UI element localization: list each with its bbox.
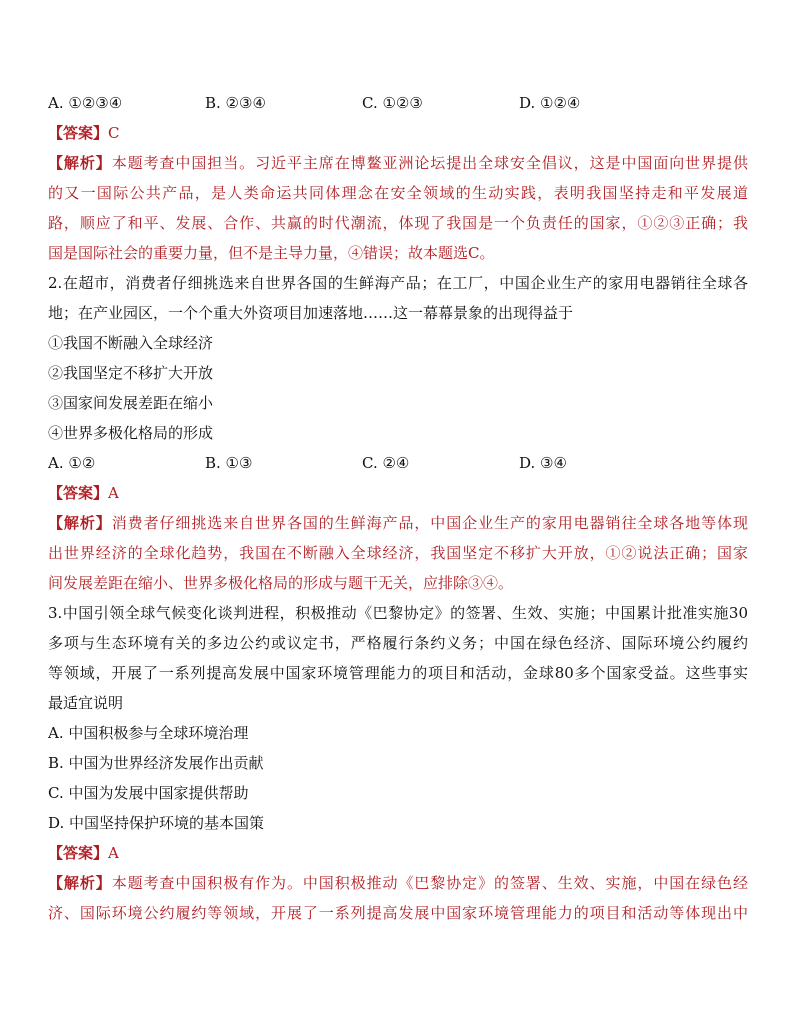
q2-answer-value: A <box>108 484 119 502</box>
q1-answer-label: 【答案】 <box>48 124 109 142</box>
q2-option-a: A. ①② <box>48 454 96 472</box>
q2-option-d: D. ③④ <box>519 454 567 472</box>
q3-analysis-line: 济、国际环境公约履约等领域，开展了一系列提高发展中国家环境管理能力的项目和活动等体现出中 <box>48 904 748 922</box>
q3-option-a: A. 中国积极参与全球环境治理 <box>48 724 249 742</box>
q2-stem-line: 地；在产业园区，一个个重大外资项目加速落地……这一幕幕景象的出现得益于 <box>48 304 574 322</box>
q2-analysis-label: 【解析】 <box>48 514 112 532</box>
q3-stem-line: 多项与生态环境有关的多边公约或议定书，严格履行条约义务；中国在绿色经济、国际环境公约履约 <box>48 634 748 652</box>
q1-answer-value: C <box>108 124 120 142</box>
q1-analysis <box>48 148 748 268</box>
q2-analysis <box>48 508 748 598</box>
q2-statement: ②我国坚定不移扩大开放 <box>48 364 214 382</box>
q1-option-d: D. ①②④ <box>519 94 581 112</box>
q3-option-d: D. 中国坚持保护环境的基本国策 <box>48 814 265 832</box>
q3-stem-line: 等领域，开展了一系列提高发展中国家环境管理能力的项目和活动，金球80多个国家受益。这些事实 <box>48 664 748 682</box>
q2-statement: ③国家间发展差距在缩小 <box>48 394 214 412</box>
q3-stem-line: 3.中国引领全球气候变化谈判进程，积极推动《巴黎协定》的签署、生效、实施；中国累计批准实施30 <box>48 604 748 622</box>
q1-analysis-line: 路，顺应了和平、发展、合作、共赢的时代潮流，体现了我国是一个负责任的国家，①②③正确；我 <box>48 214 748 232</box>
q1-option-b: B. ②③④ <box>205 94 266 112</box>
q2-analysis-line: 间发展差距在缩小、世界多极化格局的形成与题干无关，应排除③④。 <box>48 574 514 592</box>
q1-options <box>48 88 748 118</box>
q2-analysis-text: 消费者仔细挑选来自世界各国的生鲜海产品，中国企业生产的家用电器销往全球各地等体现 <box>111 514 748 532</box>
q2-option-b: B. ①③ <box>205 454 253 472</box>
q2-options <box>48 448 748 478</box>
q3-option-b: B. 中国为世界经济发展作出贡献 <box>48 754 264 772</box>
q3-answer-label: 【答案】 <box>48 844 109 862</box>
q2-answer-label: 【答案】 <box>48 484 109 502</box>
q1-option-c: C. ①②③ <box>362 94 423 112</box>
q2-statement: ①我国不断融入全球经济 <box>48 334 214 352</box>
q1-analysis-text: 本题考查中国担当。习近平主席在博鳌亚洲论坛提出全球安全倡议，这是中国面向世界提供 <box>111 154 748 172</box>
q2-analysis-line: 出世界经济的全球化趋势，我国在不断融入全球经济，我国坚定不移扩大开放，①②说法正确；国家 <box>48 544 748 562</box>
q1-analysis-label: 【解析】 <box>48 154 112 172</box>
q3-analysis <box>48 868 748 928</box>
q3-analysis-label: 【解析】 <box>48 874 112 892</box>
q1-analysis-line: 国是国际社会的重要力量，但不是主导力量，④错误；故本题选C。 <box>48 244 495 262</box>
q3-stem <box>48 598 748 718</box>
q3-option-c: C. 中国为发展中国家提供帮助 <box>48 784 249 802</box>
q1-option-a: A. ①②③④ <box>48 94 123 112</box>
q3-analysis-text: 本题考查中国积极有作为。中国积极推动《巴黎协定》的签署、生效、实施，中国在绿色经 <box>111 874 748 892</box>
q2-option-c: C. ②④ <box>362 454 410 472</box>
document-page <box>48 88 748 928</box>
q2-stem-line: 2.在超市，消费者仔细挑选来自世界各国的生鲜海产品；在工厂，中国企业生产的家用电器销往全球各 <box>48 274 748 292</box>
q3-answer-value: A <box>108 844 119 862</box>
q2-analysis-line <box>48 508 748 538</box>
q1-analysis-line: 的又一国际公共产品，是人类命运共同体理念在安全领域的生动实践，表明我国坚持走和平发展道 <box>48 184 748 202</box>
q1-analysis-line <box>48 148 748 178</box>
q3-stem-line: 最适宜说明 <box>48 694 124 712</box>
q3-answer <box>48 838 748 868</box>
q2-answer <box>48 478 748 508</box>
q2-statement: ④世界多极化格局的形成 <box>48 424 214 442</box>
q2-stem <box>48 268 748 328</box>
q1-answer <box>48 118 748 148</box>
q3-analysis-line <box>48 868 748 898</box>
